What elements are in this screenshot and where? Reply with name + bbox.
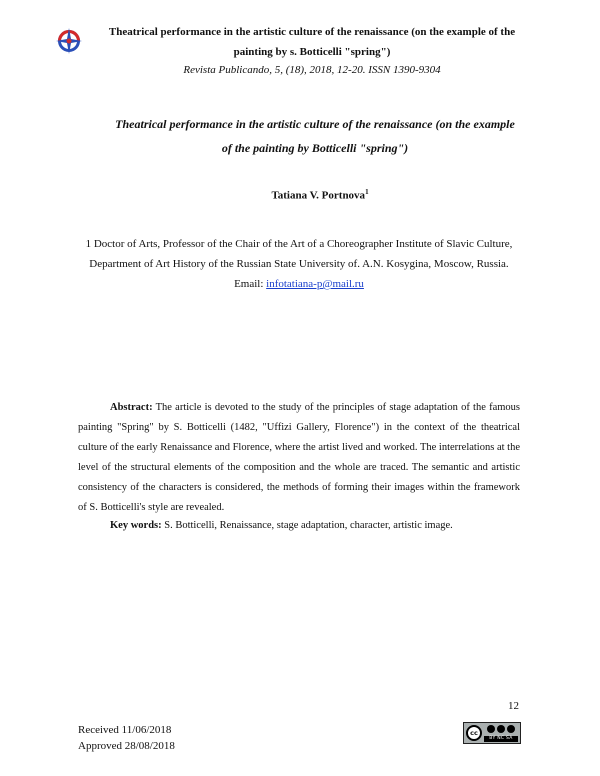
email-link[interactable]: infotatiana-p@mail.ru — [266, 278, 364, 290]
author-footnote-marker: 1 — [365, 188, 369, 196]
keywords-text: S. Botticelli, Renaissance, stage adaptation, character, artistic image. — [161, 520, 453, 531]
affiliation-text: 1 Doctor of Arts, Professor of the Chair of the Art of a Choreographer Institute of Slavic Culture, Department of Art History of the Russian State University of. A.N. Kosygina, Moscow, Russia. Email: — [85, 238, 513, 290]
sharealike-icon — [507, 725, 515, 733]
submission-dates — [78, 722, 175, 754]
author-affiliation — [84, 234, 514, 294]
license-codes: BY NC SA — [484, 736, 518, 742]
cc-badge: cc — [466, 725, 482, 741]
author-line — [0, 188, 600, 202]
keywords — [78, 516, 520, 536]
attribution-icon — [487, 725, 495, 733]
keywords-label: Key words: — [110, 520, 162, 531]
header-journal: Revista Publicando, 5, (18), 2018, 12-20. ISSN 1390-9304 — [183, 64, 441, 76]
creative-commons-icon[interactable] — [463, 722, 521, 744]
noncommercial-icon — [497, 725, 505, 733]
received-date: Received 11/06/2018 — [78, 724, 172, 736]
abstract-text: The article is devoted to the study of the principles of stage adaptation of the famous painting "Spring" by S. Botticelli (1482, "Uffizi Gallery, Florence") in the context of the theatrical culture of the early Renaissance and Florence, where the artist lived and worked. The interrelations at the level of the structural elements of the composition and the whole are traced. The semantic and artistic consistency of the characters is considered, the methods of forming their images within the framework of S. Botticelli's style are revealed. — [78, 402, 520, 513]
abstract — [78, 398, 520, 518]
header-title: Theatrical performance in the artistic culture of the renaissance (on the example of the painting by s. Botticelli "spring") — [108, 26, 516, 58]
journal-logo-icon — [56, 28, 82, 54]
article-title: Theatrical performance in the artistic culture of the renaissance (on the example of the painting by Botticelli "spring") — [115, 117, 515, 155]
approved-date: Approved 28/08/2018 — [78, 740, 175, 752]
author-name: Tatiana V. Portnova — [271, 189, 366, 202]
abstract-label: Abstract: — [110, 402, 153, 413]
page-number: 12 — [508, 700, 519, 712]
